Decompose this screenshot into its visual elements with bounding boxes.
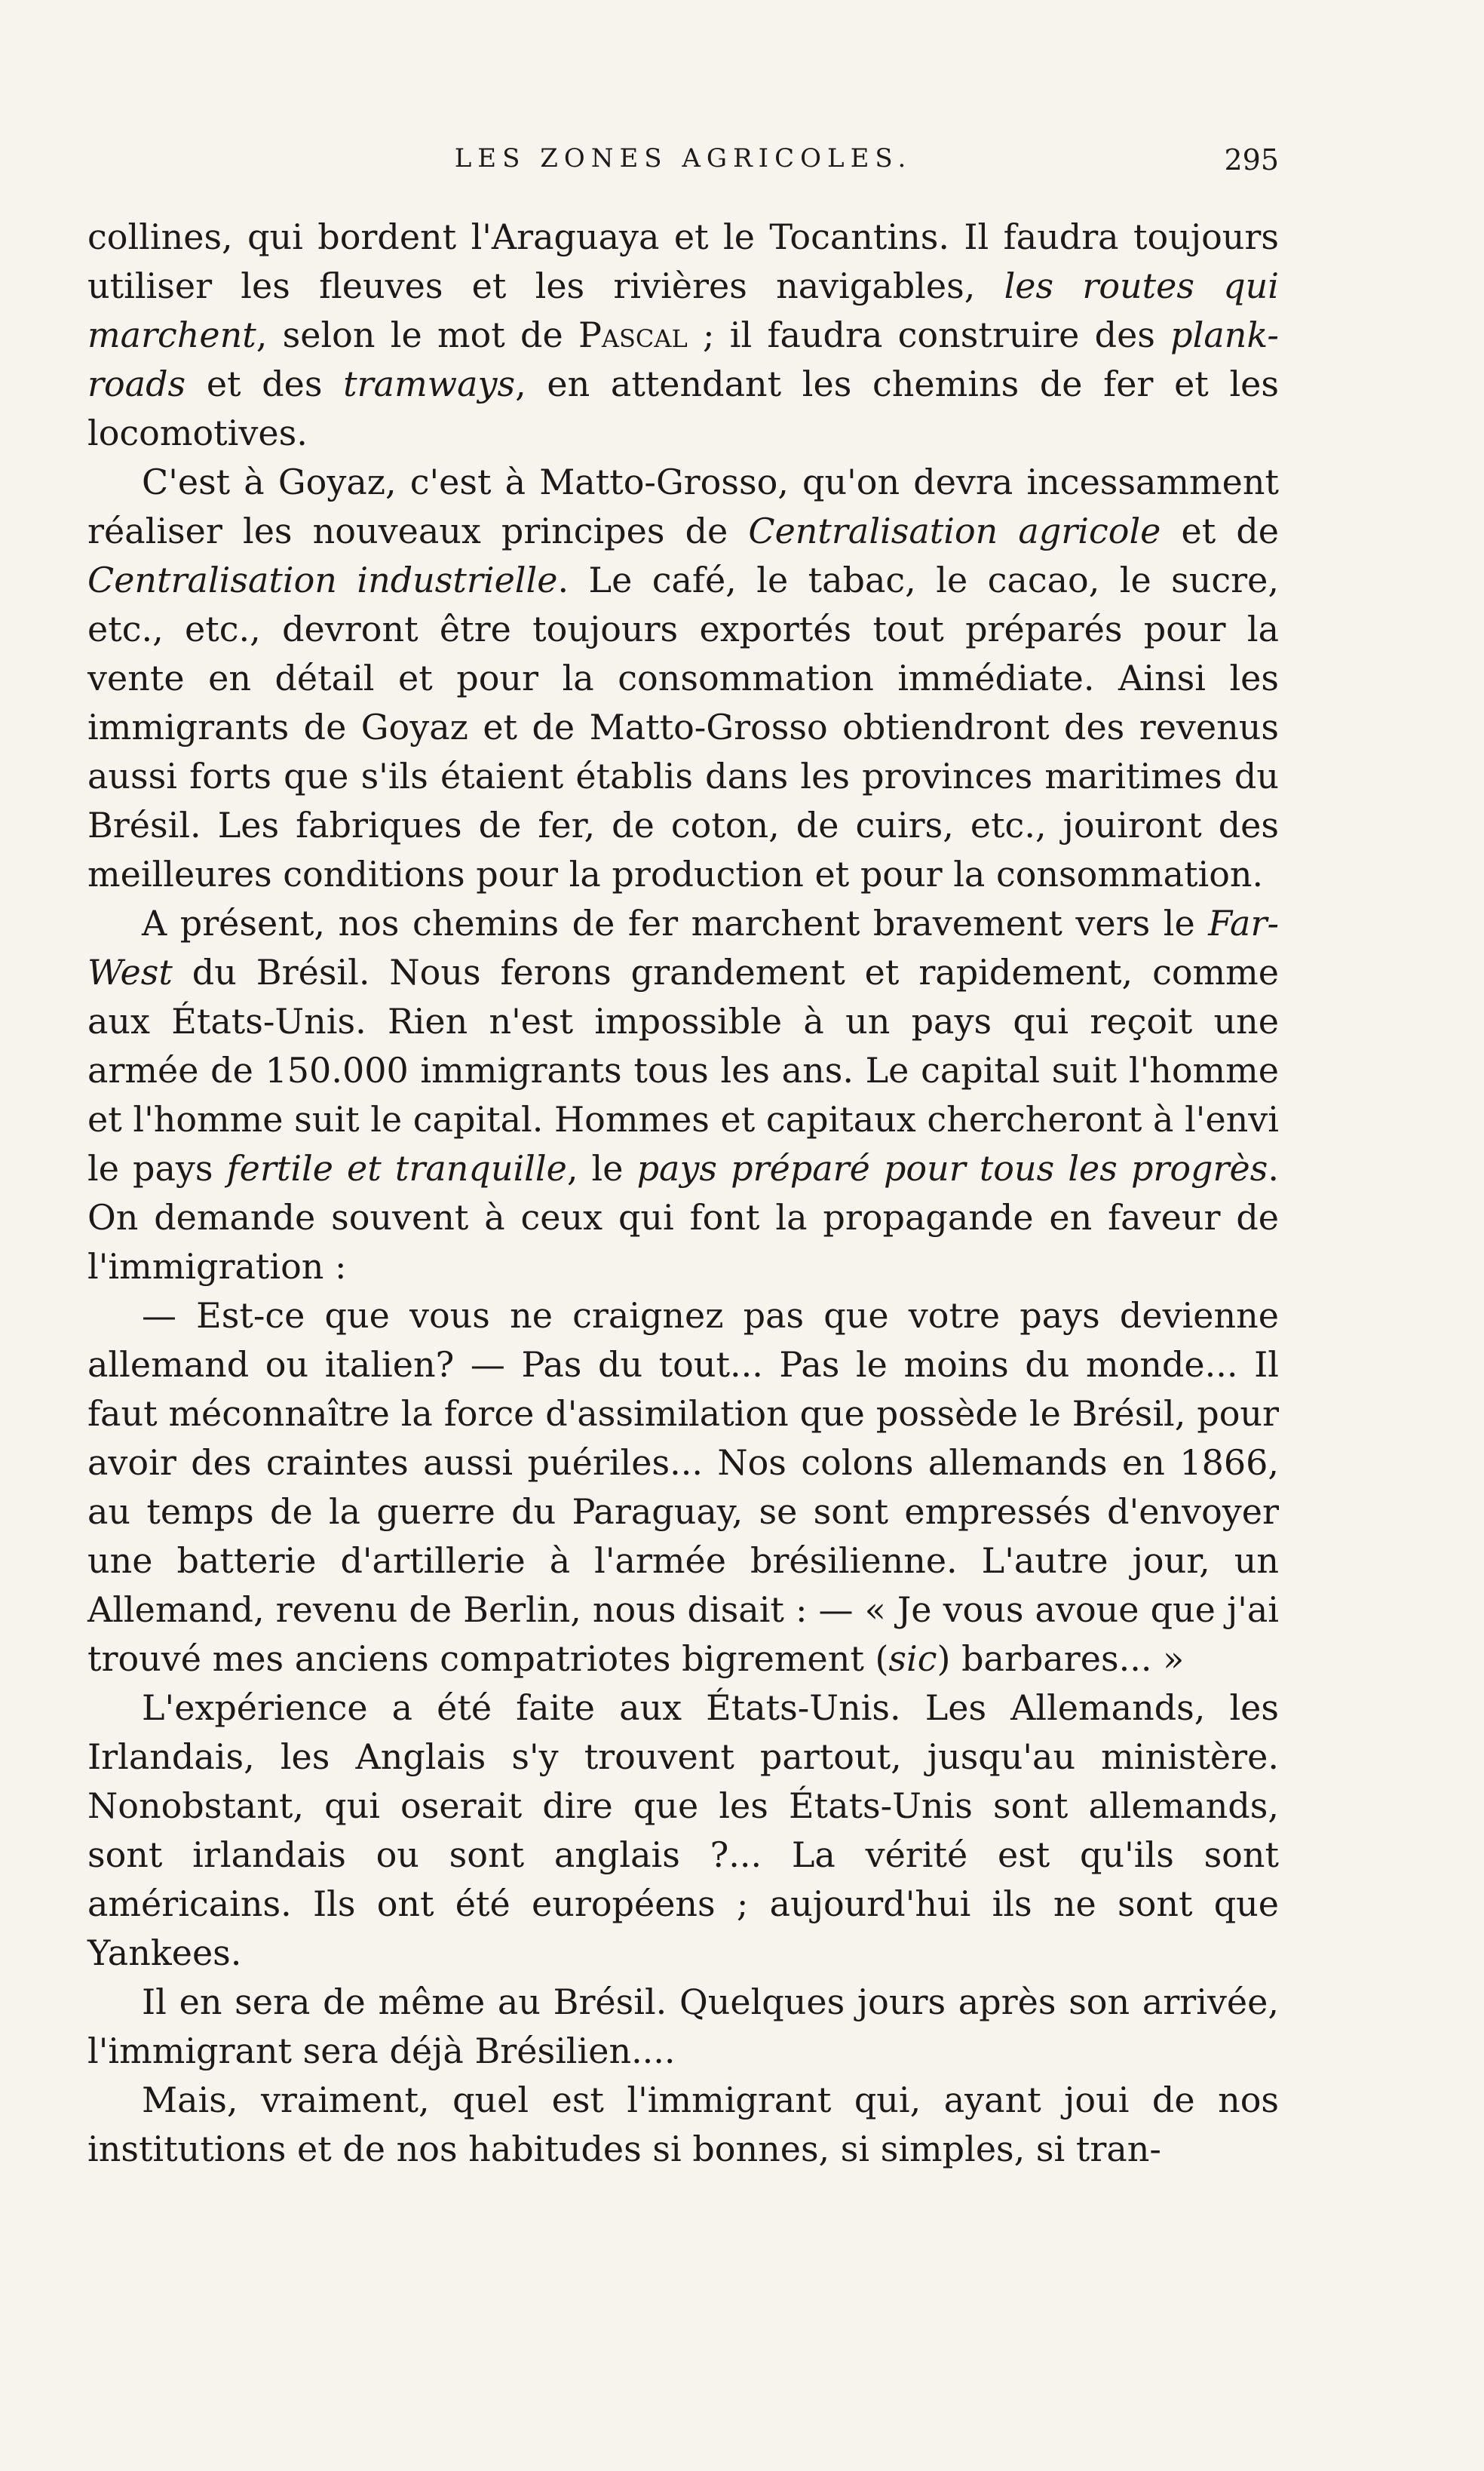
italic-run: plank-roads: [87, 315, 1279, 404]
italic-run: Far-West: [87, 903, 1279, 993]
italic-run: fertile et tranquille: [226, 1148, 567, 1189]
paragraph-4: [87, 1291, 1279, 1684]
text-run: , en attendant les chemins de fer et les locomotives.: [87, 364, 1280, 453]
text-run: ; il faudra construire des: [687, 315, 1171, 355]
running-title: LES ZONES AGRICOLES.: [454, 143, 912, 173]
text-run: et de: [1161, 511, 1280, 551]
italic-run: tramways: [343, 364, 516, 404]
text-run: et des: [186, 364, 344, 404]
text-run: . Le café, le tabac, le cacao, le sucre, etc., etc., devront être toujours exportés tout préparés pour la vente en détail et pour la consommation immédiate. Ainsi les immigrants de Goyaz et de Matto-Grosso obtiendront des revenus aussi forts que s'ils étaient établis dans les provinces maritimes du Brésil. Les fabriques de fer, de coton, de cuirs, etc., jouiront des meilleures conditions pour la production et pour la consommation.: [87, 560, 1279, 895]
paragraph-6: Il en sera de même au Brésil. Quelques jours après son arrivée, l'immigrant sera déjà Brésilien....: [87, 1981, 1279, 2071]
text-run: collines, qui bordent l'Araguaya et le Tocantins. Il faudra toujours utiliser les fleuves et les rivières navigables,: [87, 216, 1279, 306]
paragraph-5: L'expérience a été faite aux États-Unis. Les Allemands, les Irlandais, les Anglais s'y trouvent partout, jusqu'au ministère. Nonobstant, qui oserait dire que les États-Unis sont allemands, sont irlandais ou sont anglais ?... La vérité est qu'ils sont américains. Ils ont été européens ; aujourd'hui ils ne sont que Yankees.: [87, 1687, 1279, 1973]
text-run: . On demande souvent à ceux qui font la propagande en faveur de l'immigration :: [87, 1148, 1279, 1287]
page-header: [87, 143, 1279, 189]
text-run: ) barbares... »: [937, 1638, 1185, 1679]
italic-run: Centralisation industrielle: [87, 560, 558, 600]
text-run: C'est à Goyaz, c'est à Matto-Grosso, qu'on devra incessamment réaliser les nouveaux principes de: [87, 462, 1279, 551]
text-run: , le: [566, 1148, 637, 1189]
text-run: — Est-ce que vous ne craignez pas que votre pays devienne allemand ou italien? — Pas du tout... Pas le moins du monde... Il faut méconnaître la force d'assimilation que possède le Brésil, pour avoir des craintes aussi puériles... Nos colons allemands en 1866, au temps de la guerre du Paraguay, se sont empressés d'envoyer une batterie d'artillerie à l'armée brésilienne. L'autre jour, un Allemand, revenu de Berlin, nous disait : — « Je vous avoue que j'ai trouvé mes anciens compatriotes bigrement (: [87, 1295, 1279, 1679]
small-caps-name: Pascal: [578, 315, 688, 355]
italic-run: les routes qui marchent: [87, 266, 1279, 355]
text-run: A présent, nos chemins de fer marchent bravement vers le: [142, 903, 1209, 944]
italic-run: pays préparé pour tous les progrès: [636, 1148, 1268, 1189]
italic-run: sic: [888, 1638, 937, 1679]
body-text: [87, 213, 1279, 2174]
italic-run: Centralisation agricole: [748, 511, 1161, 551]
text-run: , selon le mot de: [256, 315, 578, 355]
paragraph-1: [87, 213, 1279, 458]
paragraph-2: [87, 458, 1279, 899]
text-run: du Brésil. Nous ferons grandement et rapidement, comme aux États-Unis. Rien n'est impossible à un pays qui reçoit une armée de 150.000 immigrants tous les ans. Le capital suit l'homme et l'homme suit le capital. Hommes et capitaux chercheront à l'envi le pays: [87, 952, 1279, 1189]
page-number: 295: [1224, 143, 1279, 176]
paragraph-3: [87, 899, 1279, 1291]
paragraph-7: Mais, vraiment, quel est l'immigrant qui, ayant joui de nos institutions et de nos habitudes si bonnes, si simples, si tran-: [87, 2080, 1279, 2169]
